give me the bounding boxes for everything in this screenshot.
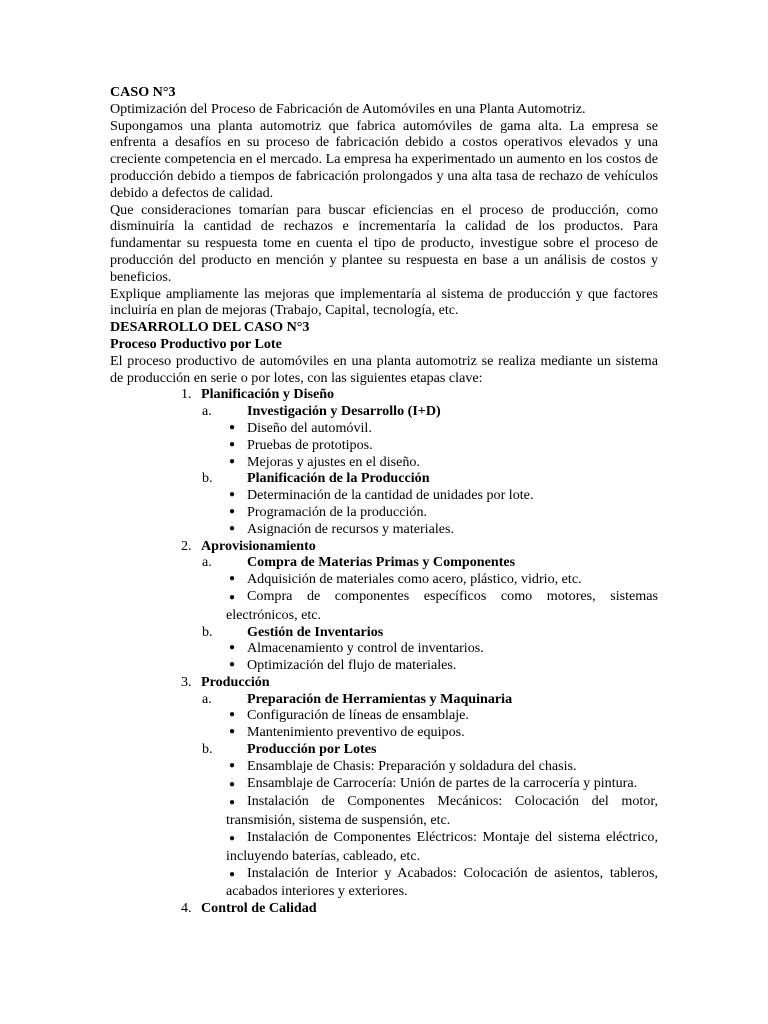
bullet-item [226,707,658,724]
stage-number: 1. [181,386,192,403]
substage-heading [202,470,658,487]
bullet-icon: ● [229,455,236,467]
substage-title: Investigación y Desarrollo (I+D) [247,403,441,420]
bullet-icon: ● [229,522,236,534]
case-improvement-paragraph: Explique ampliamente las mejoras que implementaría al sistema de producción y que factores incluiría en plan de mejoras (Trabajo, Capital, tecnología, etc. [110,285,658,319]
substage-title: Planificación de la Producción [247,470,430,487]
bullet-icon: ● [229,573,236,585]
substage-heading [202,691,658,708]
bullet-item [226,571,658,588]
bullet-item [226,454,658,471]
bullet-text: Ensamblaje de Chasis: Preparación y soldadura del chasis. [247,757,577,774]
bullet-icon: ● [229,438,236,450]
bullet-text: Diseño del automóvil. [247,419,372,436]
stage-title: Planificación y Diseño [201,386,335,403]
bullet-text: Pruebas de prototipos. [247,436,373,453]
stages-list [110,386,658,917]
substage-heading [202,554,658,571]
bullet-text: Compra de componentes específicos como motores, sistemas electrónicos, etc. [226,587,658,623]
case-question-paragraph: Que consideraciones tomarían para buscar eficiencias en el proceso de producción, como disminuiría la cantidad de rechazos e incrementaría la calidad de los productos. Para fundamentar su respuesta tome en cuenta el tipo de producto, investigue sobre el proceso de producción del producto en mención y plantee su respuesta en base a un análisis de costos y beneficios. [110,201,658,285]
bullet-item [226,504,658,521]
bullet-item [226,758,658,775]
substage-heading [202,741,658,758]
case-subtitle: Optimización del Proceso de Fabricación de Automóviles en una Planta Automotriz. [110,100,586,117]
bullet-item [226,588,658,624]
bullet-icon: ● [229,642,236,654]
substage-letter: a. [202,690,212,707]
bullet-item [226,865,658,901]
bullet-text: Instalación de Componentes Mecánicos: Colocación del motor, transmisión, sistema de suspensión, etc. [226,793,658,829]
stage-number: 2. [181,537,192,554]
case-title: CASO N°3 [110,84,176,100]
stage-heading [181,538,658,555]
substage-letter: b. [202,470,213,487]
bullet-icon: ● [229,659,236,671]
bullet-icon: ● [229,778,236,790]
bullet-icon: ● [229,833,236,845]
bullet-item [226,793,658,829]
bullet-text: Configuración de líneas de ensamblaje. [247,707,469,724]
bullet-text: Instalación de Componentes Eléctricos: Montaje del sistema eléctrico, incluyendo baterías, cableado, etc. [226,829,658,864]
bullet-item [226,640,658,657]
section-title: Proceso Productivo por Lote [110,335,282,352]
bullet-item [226,724,658,741]
substage-title: Producción por Lotes [247,741,377,758]
stage-heading [181,386,658,403]
bullet-item [226,829,658,865]
substage-letter: b. [202,623,213,640]
bullet-text: Adquisición de materiales como acero, plástico, vidrio, etc. [247,571,582,588]
bullet-icon: ● [229,591,236,603]
substage-heading [202,403,658,420]
bullet-item [226,521,658,538]
stage-title: Aprovisionamiento [201,537,316,554]
substage-title: Compra de Materias Primas y Componentes [247,554,516,571]
substage-title: Gestión de Inventarios [247,623,384,640]
substage-title: Preparación de Herramientas y Maquinaria [247,690,513,707]
bullet-text: Ensamblaje de Carrocería: Unión de partes de la carrocería y pintura. [247,774,638,791]
bullet-text: Instalación de Interior y Acabados: Colocación de asientos, tableros, acabados interiores y exteriores. [226,864,658,900]
stage-number: 4. [181,900,192,917]
substage-letter: a. [202,403,212,420]
bullet-item [226,420,658,437]
bullet-text: Asignación de recursos y materiales. [247,520,455,537]
bullet-item [226,437,658,454]
bullet-icon: ● [229,726,236,738]
bullet-icon: ● [229,868,236,880]
substage-heading [202,624,658,641]
bullet-icon: ● [229,505,236,517]
bullet-text: Optimización del flujo de materiales. [247,657,457,674]
case-intro-paragraph: Supongamos una planta automotriz que fabrica automóviles de gama alta. La empresa se enfrenta a desafíos en su proceso de fabricación debido a costos operativos elevados y una creciente competencia en el mercado. La empresa ha experimentado un aumento en los costos de producción debido a tiempos de fabricación prolongados y una alta tasa de rechazo de vehículos debido a defectos de calidad. [110,117,658,201]
bullet-text: Mantenimiento preventivo de equipos. [247,724,465,741]
bullet-icon: ● [229,489,236,501]
substage-letter: a. [202,554,212,571]
stage-title: Producción [201,673,270,690]
bullet-icon: ● [229,709,236,721]
stage-number: 3. [181,673,192,690]
bullet-item [226,487,658,504]
stage-heading [181,674,658,691]
development-title: DESARROLLO DEL CASO N°3 [110,319,310,336]
document-page [110,84,658,917]
substage-letter: b. [202,741,213,758]
stage-heading [181,900,658,917]
bullet-icon: ● [229,759,236,771]
bullet-icon: ● [229,797,236,809]
bullet-item [226,657,658,674]
bullet-text: Programación de la producción. [247,503,428,520]
bullet-icon: ● [229,421,236,433]
bullet-text: Determinación de la cantidad de unidades por lote. [247,487,534,504]
bullet-text: Mejoras y ajustes en el diseño. [247,453,420,470]
bullet-item [226,775,658,794]
section-intro-paragraph: El proceso productivo de automóviles en una planta automotriz se realiza mediante un sistema de producción en serie o por lotes, con las siguientes etapas clave: [110,352,658,386]
stage-title: Control de Calidad [201,900,317,917]
bullet-text: Almacenamiento y control de inventarios. [247,640,484,657]
